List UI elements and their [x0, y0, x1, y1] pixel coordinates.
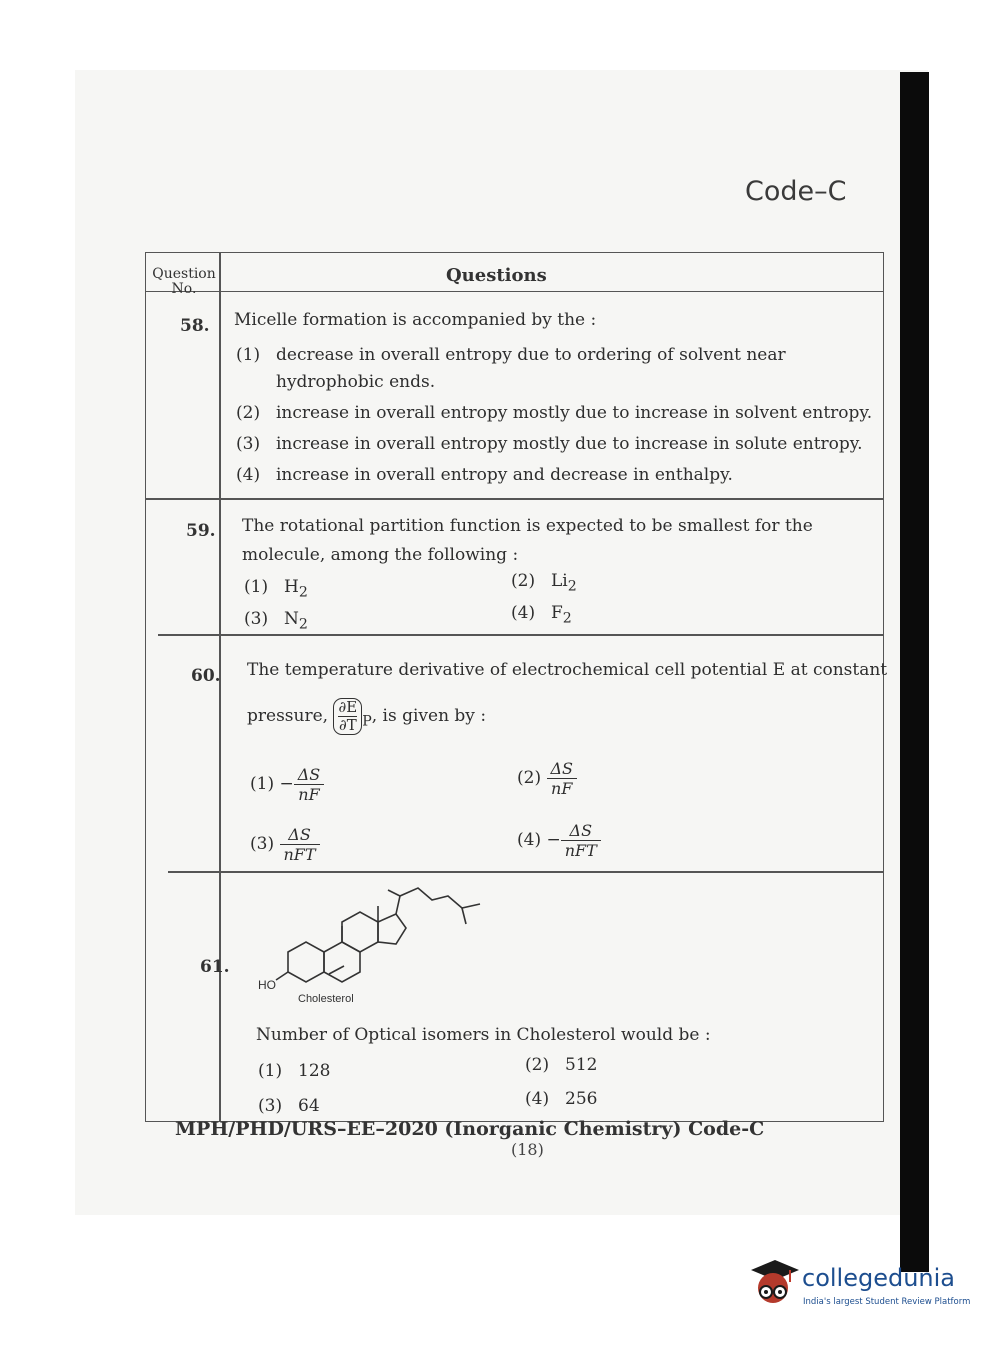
q59-option-2 — [511, 571, 577, 594]
option-formula: N — [284, 609, 299, 629]
option-number: (1) — [258, 1061, 283, 1081]
option-formula: Li — [551, 571, 568, 591]
fraction-numerator: ΔS — [294, 765, 325, 785]
side-chain-methyl — [388, 890, 400, 896]
option-number: (2) — [236, 403, 261, 423]
option-text: 256 — [565, 1089, 598, 1109]
option-subscript: 2 — [567, 578, 577, 595]
q59-option-3 — [244, 609, 308, 632]
derivative-denominator: ∂T — [338, 716, 357, 734]
table-header — [146, 253, 883, 297]
question-number-59: 59. — [186, 521, 216, 541]
question-text-58: Micelle formation is accompanied by the : — [234, 310, 597, 330]
q58-option-4 — [236, 465, 733, 485]
question-number-61: 61. — [200, 957, 230, 977]
q61-option-4 — [525, 1089, 597, 1109]
double-bond — [329, 966, 344, 974]
option-number: (2) — [511, 571, 536, 591]
fraction-denominator: nFT — [564, 841, 597, 860]
page-number: (18) — [511, 1140, 544, 1159]
option-text: increase in overall entropy mostly due to increase in solvent entropy. — [276, 403, 873, 423]
cholesterol-caption: Cholesterol — [298, 993, 354, 1005]
row-separator — [168, 871, 883, 873]
row-separator — [146, 498, 883, 500]
question-text-60-line2 — [247, 698, 486, 735]
fraction-denominator: nFT — [283, 845, 316, 864]
cholesterol-structure — [258, 886, 498, 1010]
option-fraction — [561, 821, 601, 860]
header-no-line1: Question — [152, 266, 216, 282]
derivative-subscript: P — [362, 713, 372, 730]
header-question-no — [148, 267, 220, 297]
option-number: (3) — [250, 834, 275, 854]
option-text: decrease in overall entropy due to ordering of solvent near — [276, 345, 786, 365]
side-chain — [396, 888, 480, 914]
option-formula: F — [551, 603, 563, 623]
option-text: 128 — [298, 1061, 331, 1081]
column-divider — [219, 253, 221, 1121]
q59-option-1 — [244, 577, 308, 600]
ring-a — [288, 942, 324, 982]
scan-edge-bar — [900, 72, 929, 1272]
option-number: (4) — [511, 603, 536, 623]
ring-b — [324, 942, 360, 982]
option-subscript: 2 — [562, 610, 572, 627]
option-sign: − — [279, 774, 294, 794]
option-number: (1) — [244, 577, 269, 597]
option-text: increase in overall entropy and decrease in enthalpy. — [276, 465, 733, 485]
text-pressure: pressure, — [247, 706, 329, 726]
q61-option-3 — [258, 1096, 320, 1116]
option-number: (2) — [517, 768, 542, 788]
question-number-60: 60. — [191, 666, 221, 686]
option-number: (4) — [236, 465, 261, 485]
logo-tagline: India's largest Student Review Platform — [803, 1297, 971, 1307]
graduate-mascot-icon — [745, 1254, 801, 1310]
hydroxyl-label: HO — [258, 978, 276, 992]
header-questions: Questions — [446, 265, 547, 286]
option-subscript: 2 — [298, 616, 308, 633]
derivative-numerator: ∂E — [338, 698, 358, 716]
collegedunia-logo[interactable] — [745, 1252, 975, 1312]
exam-footer: MPH/PHD/URS–EE–2020 (Inorganic Chemistry) Code-C — [175, 1118, 765, 1140]
hydroxyl-bond — [276, 972, 288, 980]
header-no-line2: No. — [171, 281, 197, 297]
steroid-skeleton — [276, 888, 480, 982]
question-text-60: The temperature derivative of electrochemical cell potential E at constant — [247, 660, 888, 680]
question-text-59: The rotational partition function is expected to be smallest for the molecule, among the following : — [242, 516, 813, 565]
option-formula: H — [284, 577, 299, 597]
q61-option-1 — [258, 1061, 330, 1081]
logo-wordmark: collegedunia — [802, 1264, 956, 1292]
fraction-numerator: ΔS — [561, 821, 601, 841]
q58-option-1 — [236, 345, 786, 365]
q61-option-2 — [525, 1055, 597, 1075]
option-subscript: 2 — [298, 584, 308, 601]
q60-option-4 — [517, 821, 601, 860]
q58-option-1-continued: hydrophobic ends. — [276, 372, 436, 392]
fraction-denominator: nF — [298, 785, 320, 804]
option-number: (4) — [517, 830, 542, 850]
q60-option-2 — [517, 759, 577, 798]
code-label: Code–C — [745, 176, 847, 207]
q60-option-1 — [250, 765, 324, 804]
ring-c — [342, 912, 378, 952]
text-given-by: , is given by : — [371, 706, 487, 726]
option-number: (3) — [236, 434, 261, 454]
option-fraction — [294, 765, 325, 804]
option-sign: − — [546, 830, 561, 850]
fraction-numerator: ΔS — [547, 759, 578, 779]
option-number: (1) — [250, 774, 275, 794]
q58-option-2 — [236, 403, 872, 423]
q59-option-4 — [511, 603, 572, 626]
side-chain-branch — [462, 908, 466, 924]
fraction-numerator: ΔS — [280, 825, 320, 845]
ring-d — [378, 914, 406, 944]
q58-option-3 — [236, 434, 863, 454]
fraction-denominator: nF — [551, 779, 573, 798]
option-number: (4) — [525, 1089, 550, 1109]
question-table — [145, 252, 888, 1122]
question-text-61: Number of Optical isomers in Cholesterol would be : — [256, 1025, 711, 1045]
option-text: 64 — [298, 1096, 320, 1116]
option-number: (1) — [236, 345, 261, 365]
q60-option-3 — [250, 825, 320, 864]
option-fraction — [280, 825, 320, 864]
option-fraction — [547, 759, 578, 798]
option-number: (3) — [244, 609, 269, 629]
option-text: increase in overall entropy mostly due to increase in solute entropy. — [276, 434, 863, 454]
row-separator — [158, 634, 883, 636]
option-number: (3) — [258, 1096, 283, 1116]
question-number-58: 58. — [180, 316, 210, 336]
derivative-expression — [333, 698, 362, 735]
option-text: 512 — [565, 1055, 598, 1075]
option-number: (2) — [525, 1055, 550, 1075]
